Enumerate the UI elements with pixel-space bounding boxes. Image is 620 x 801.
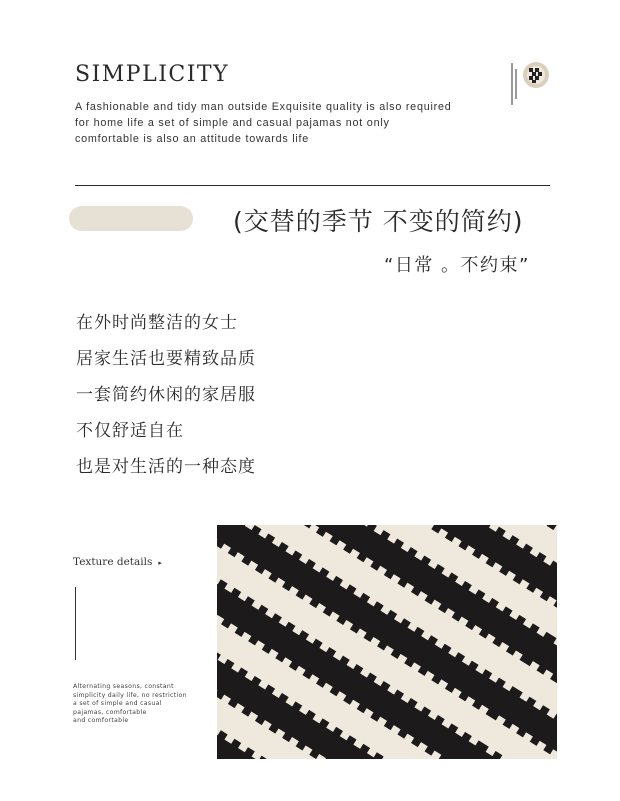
- zigzag-pattern-icon: [217, 525, 557, 759]
- caption-line: Alternating seasons, constant: [73, 683, 174, 690]
- body-copy: [76, 305, 256, 485]
- tagline-line: comfortable is also an attitude towards life: [75, 133, 310, 145]
- caption-line: and comfortable: [73, 717, 129, 724]
- brand-title: SIMPLICITY: [75, 62, 230, 87]
- caption-line: pajamas, comfortable: [73, 708, 147, 716]
- divider: [75, 185, 550, 186]
- tagline-line: for home life a set of simple and casual pajamas not only: [75, 117, 390, 129]
- texture-caption: [73, 683, 213, 726]
- fabric-texture-image: [217, 525, 557, 759]
- caption-line: a set of simple and casual: [73, 700, 162, 707]
- accent-pill: [69, 206, 193, 231]
- arrow-right-icon: ▸: [158, 559, 162, 567]
- body-line: 在外时尚整洁的女士: [76, 313, 238, 333]
- headline-subtitle: “日常 。不约束”: [384, 255, 530, 276]
- brand-tagline: [75, 99, 495, 147]
- tagline-line: A fashionable and tidy man outside Exquisite quality is also required: [75, 101, 452, 113]
- headline-title: (交替的季节 不变的简约): [233, 207, 524, 236]
- brand-logo-icon: [500, 59, 552, 107]
- texture-details-text: Texture details: [73, 556, 153, 568]
- body-line: 也是对生活的一种态度: [76, 457, 256, 477]
- body-line: 一套简约休闲的家居服: [76, 385, 256, 405]
- vertical-divider: [75, 587, 76, 660]
- caption-line: simplicity daily life, no restriction: [73, 691, 187, 699]
- body-line: 不仅舒适自在: [76, 421, 184, 441]
- body-line: 居家生活也要精致品质: [76, 349, 256, 369]
- texture-details-label: [73, 556, 162, 568]
